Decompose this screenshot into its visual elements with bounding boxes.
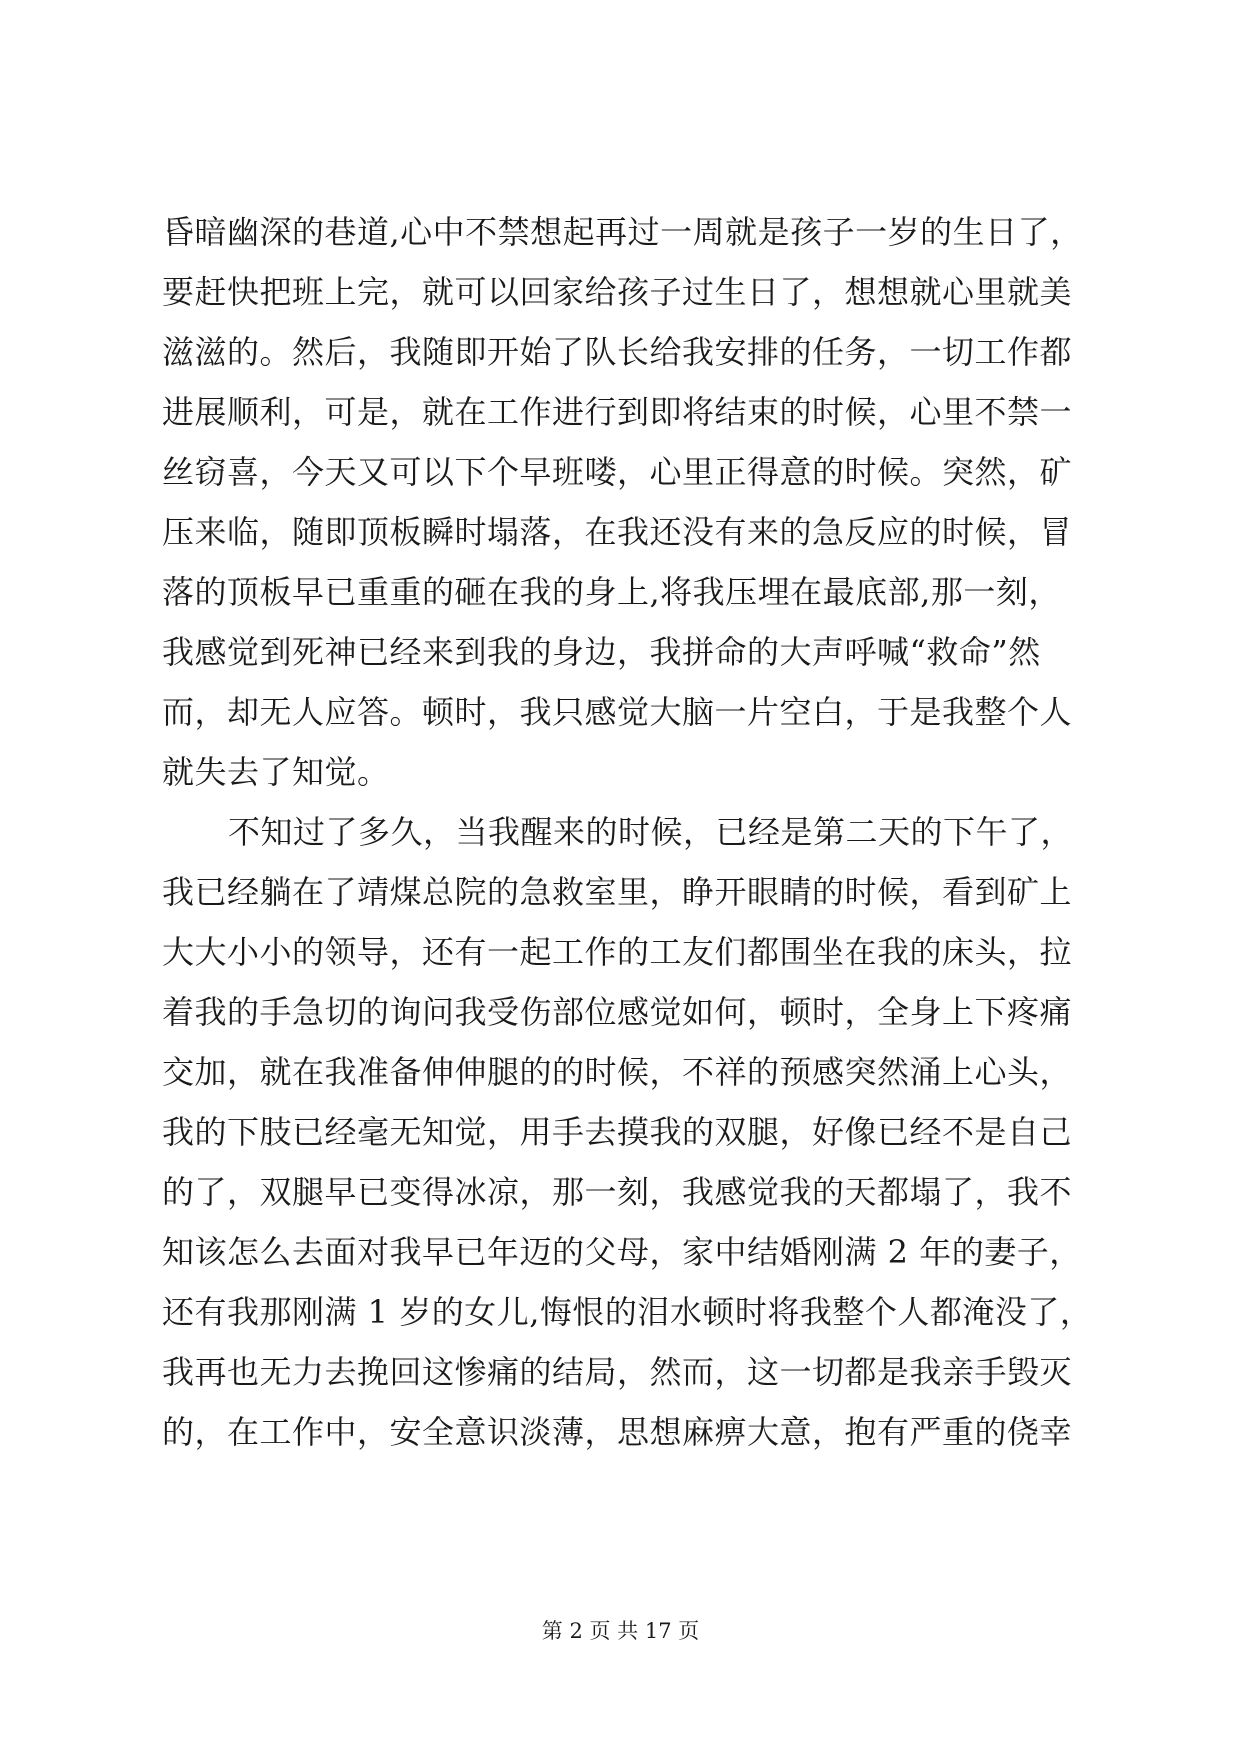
- text-line: 要赶快把班上完，就可以回家给孩子过生日了，想想就心里就美: [162, 273, 1073, 311]
- text-line: 我再也无力去挽回这惨痛的结局，然而，这一切都是我亲手毁灭: [162, 1353, 1073, 1391]
- text-line: 我已经躺在了靖煤总院的急救室里，睁开眼睛的时候，看到矿上: [162, 873, 1073, 911]
- page-number-footer: 第 2 页 共 17 页: [541, 1619, 700, 1643]
- text-line: 我的下肢已经毫无知觉，用手去摸我的双腿，好像已经不是自己: [162, 1113, 1073, 1151]
- text-line: 的了，双腿早已变得冰凉，那一刻，我感觉我的天都塌了，我不: [162, 1173, 1073, 1211]
- text-line: 而，却无人应答。顿时，我只感觉大脑一片空白，于是我整个人: [162, 693, 1073, 731]
- text-line: 昏暗幽深的巷道,心中不禁想起再过一周就是孩子一岁的生日了，: [162, 213, 1083, 251]
- text-line: 滋滋的。然后，我随即开始了队长给我安排的任务，一切工作都: [162, 333, 1073, 371]
- text-line: 就失去了知觉。: [162, 753, 390, 791]
- text-line: 落的顶板早已重重的砸在我的身上,将我压埋在最底部,那一刻，: [162, 573, 1061, 611]
- text-line: 我感觉到死神已经来到我的身边，我拼命的大声呼喊“救命”然: [162, 633, 1041, 671]
- text-line: 知该怎么去面对我早已年迈的父母，家中结婚刚满 2 年的妻子，: [162, 1233, 1082, 1271]
- paragraph-first-line: 不知过了多久，当我醒来的时候，已经是第二天的下午了，: [228, 813, 1074, 851]
- text-line: 还有我那刚满 1 岁的女儿,悔恨的泪水顿时将我整个人都淹没了，: [162, 1293, 1093, 1331]
- text-line: 交加，就在我准备伸伸腿的的时候，不祥的预感突然涌上心头，: [162, 1053, 1073, 1091]
- text-line: 的，在工作中，安全意识淡薄，思想麻痹大意，抱有严重的侥幸: [162, 1413, 1073, 1451]
- text-line: 大大小小的领导，还有一起工作的工友们都围坐在我的床头，拉: [162, 933, 1073, 971]
- text-line: 进展顺利，可是，就在工作进行到即将结束的时候，心里不禁一: [162, 393, 1073, 431]
- text-line: 着我的手急切的询问我受伤部位感觉如何，顿时，全身上下疼痛: [162, 993, 1073, 1031]
- text-line: 压来临，随即顶板瞬时塌落，在我还没有来的急反应的时候，冒: [162, 513, 1073, 551]
- text-line: 丝窃喜，今天又可以下个早班喽，心里正得意的时候。突然，矿: [162, 453, 1073, 491]
